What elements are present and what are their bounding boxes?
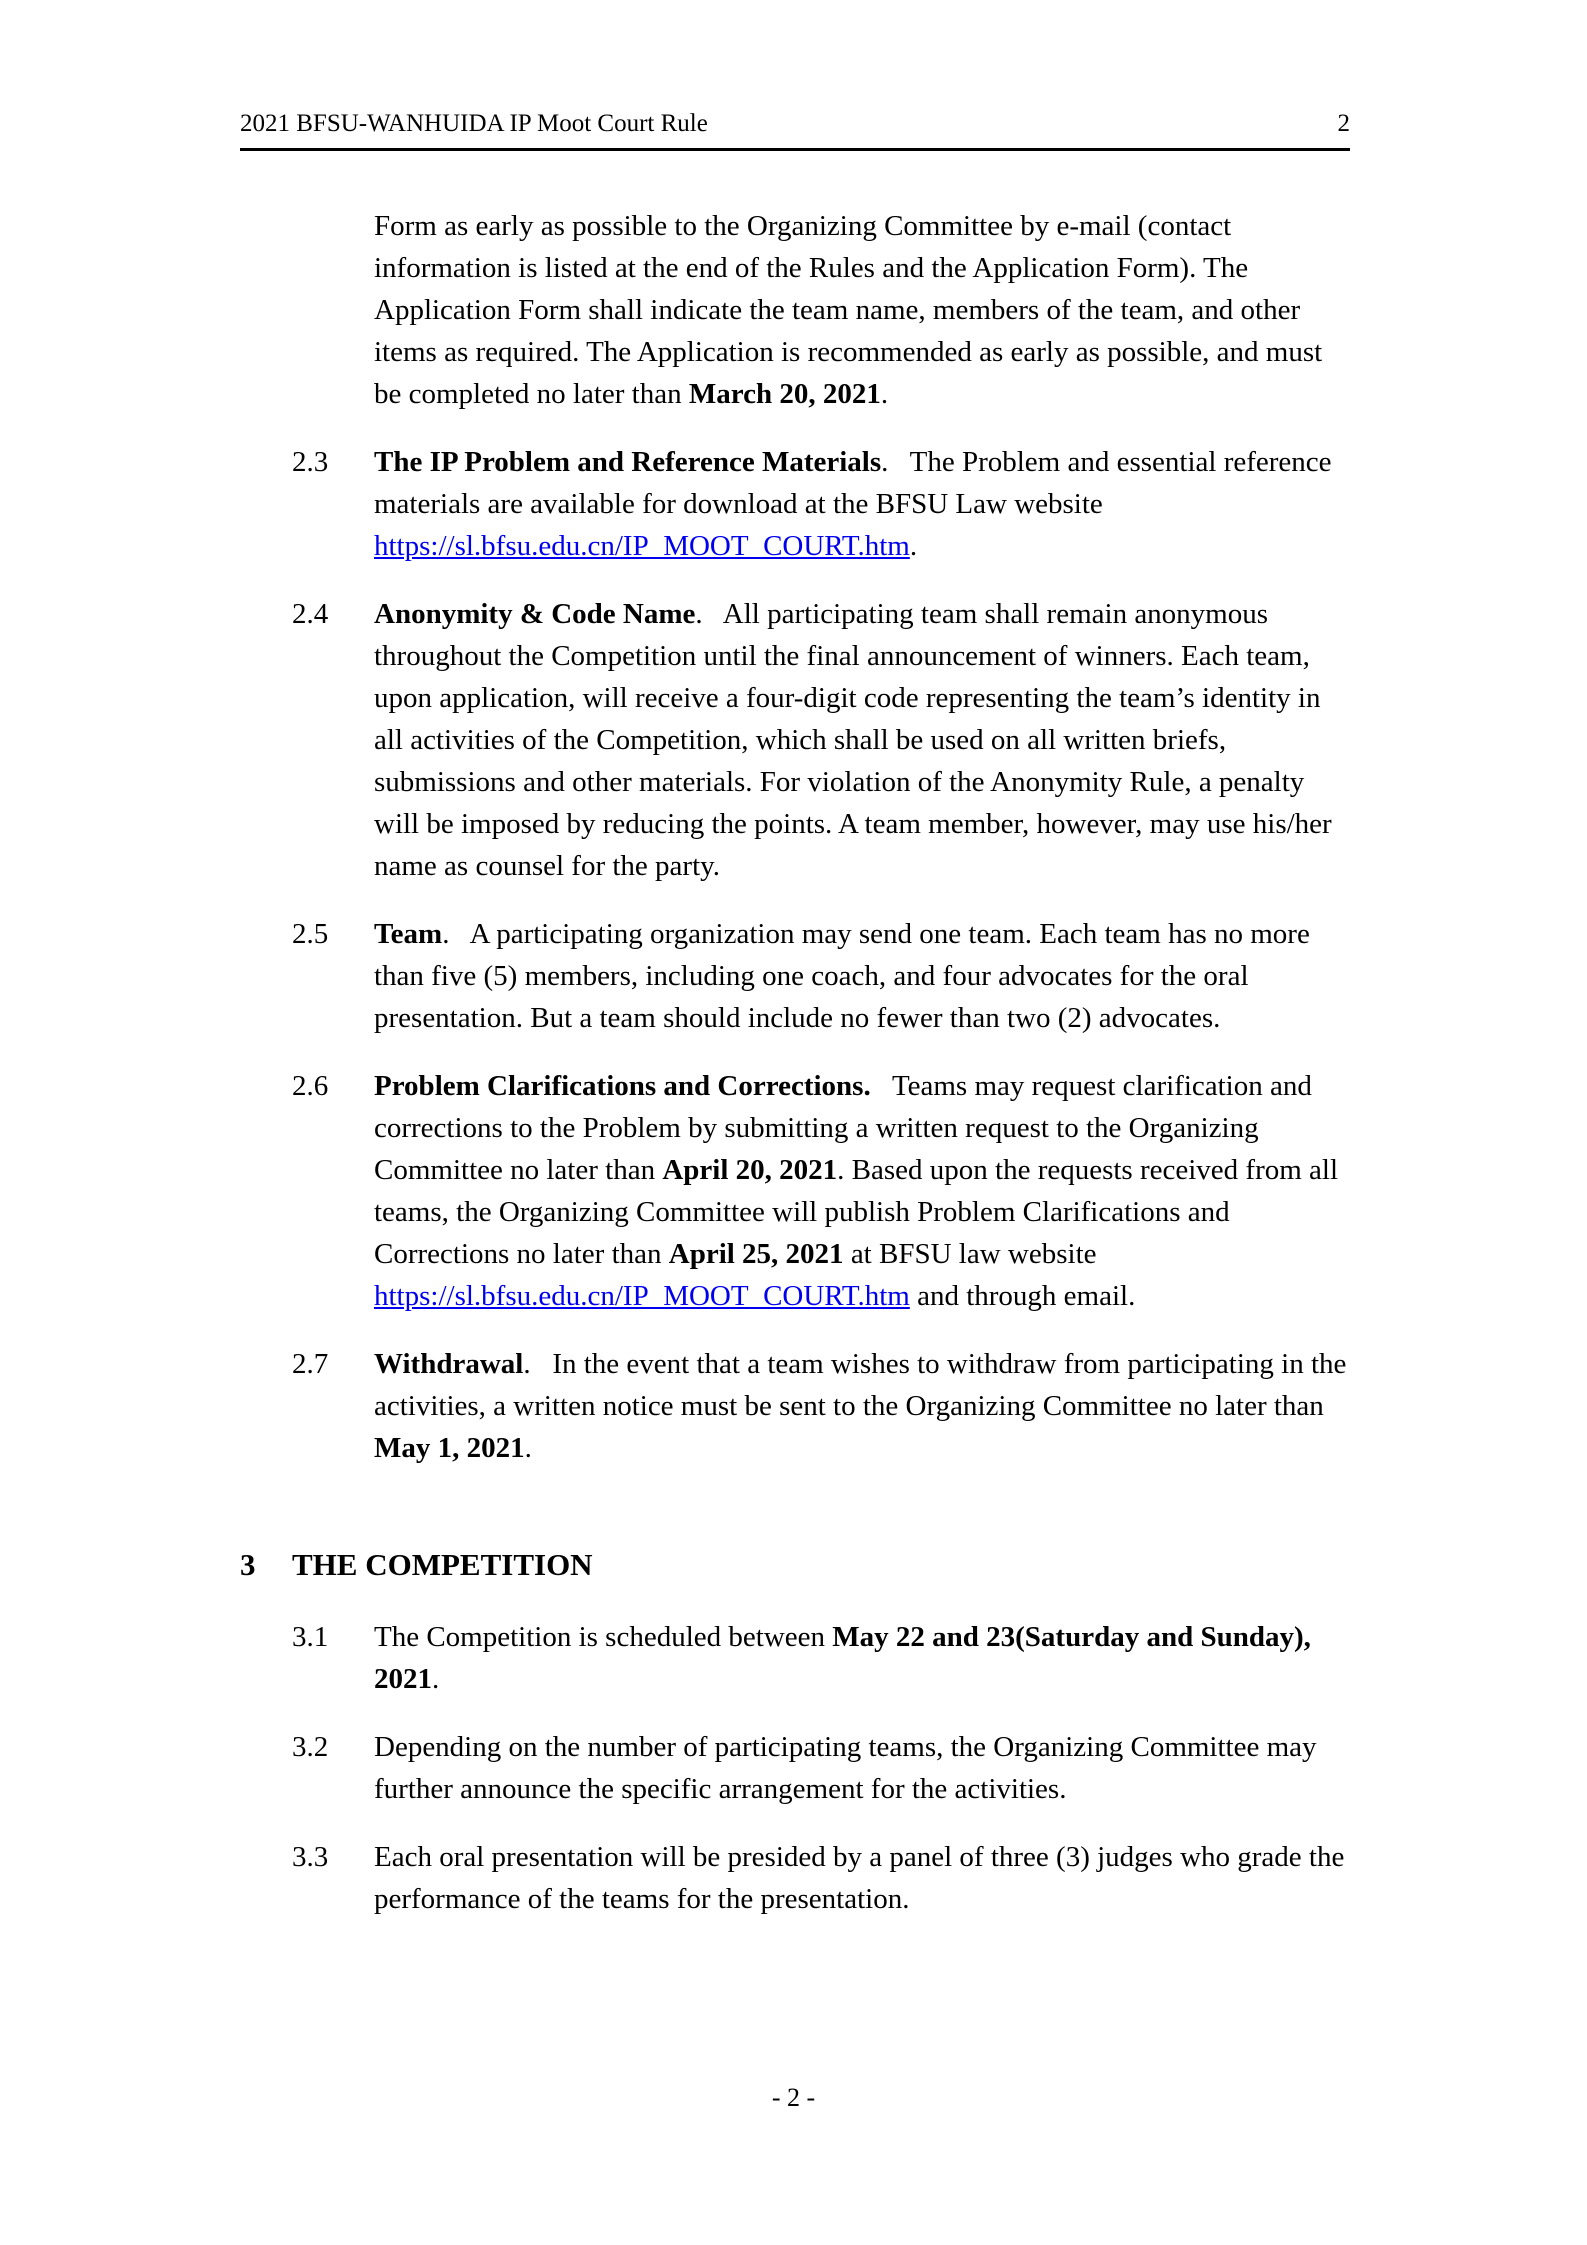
item-number: 2.4	[292, 598, 329, 630]
text-run: .	[909, 530, 918, 562]
item-number: 2.7	[292, 1348, 329, 1380]
section-number: 3	[240, 1547, 256, 1582]
page-header	[240, 108, 1350, 151]
rule-item	[292, 441, 1350, 567]
section-title: THE COMPETITION	[292, 1547, 593, 1582]
bfsu-law-website-link[interactable]: https://sl.bfsu.edu.cn/IP_MOOT_COURT.htm	[374, 1280, 910, 1312]
item-number: 2.5	[292, 918, 329, 950]
text-run: and through email.	[909, 1280, 1136, 1312]
item-number: 3.3	[292, 1841, 329, 1873]
rule-item	[292, 1343, 1354, 1469]
item-text	[374, 1616, 1350, 1700]
footer-page-label: - 2 -	[771, 2083, 816, 2112]
item-text	[374, 1726, 1350, 1810]
text-run: at BFSU law website	[843, 1238, 1104, 1270]
rule-item	[292, 1836, 1350, 1920]
rule-item	[292, 913, 1350, 1039]
text-run: .	[432, 1663, 440, 1695]
bold-text-run: The IP Problem and Reference Materials	[374, 446, 882, 478]
text-run: . All participating team shall remain anonymous throughout the Competition until the final announcement of winners. Each team, upon application, will receive a four-digit code representing the team’s identity in all activities of the Competition, which shall be used on all written briefs, submissions and other materials. For violation of the Anonymity Rule, a penalty will be imposed by reducing the points. A team member, however, may use his/her name as counsel for the party.	[374, 598, 1339, 882]
text-run: . The Problem and essential reference materials are available for download at the BFSU Law website	[374, 446, 1339, 520]
item-number: 2.6	[292, 1070, 329, 1102]
text-run: The Competition is scheduled between	[374, 1621, 833, 1653]
rule-item	[292, 593, 1350, 887]
bold-text-run: Team	[374, 918, 443, 950]
item-text	[374, 593, 1350, 887]
header-page-number: 2	[1337, 110, 1350, 137]
rule-item	[292, 1065, 1350, 1317]
rule-item	[292, 1616, 1350, 1700]
item-text	[374, 441, 1350, 567]
bold-text-run: April 25, 2021	[668, 1238, 844, 1270]
bold-text-run: May 22 and 23(Saturday and Sunday), 2021	[374, 1621, 1319, 1695]
item-text	[374, 913, 1350, 1039]
item-text	[374, 1343, 1354, 1469]
document-body	[240, 205, 1354, 1920]
text-run: .	[880, 378, 889, 410]
text-run: Depending on the number of participating teams, the Organizing Committee may further announce the specific arrangement for the activities.	[374, 1731, 1324, 1805]
text-run: Teams may request clarification and corrections to the Problem by submitting a written request to the Organizing Committee no later than	[374, 1070, 1320, 1186]
text-run: .	[524, 1432, 532, 1464]
item-number: 2.3	[292, 446, 329, 478]
bold-text-run: March 20, 2021	[688, 378, 881, 410]
text-run: . Based upon the requests received from all teams, the Organizing Committee will publish Problem Clarifications and Corrections no later than	[374, 1154, 1346, 1270]
text-run: . A participating organization may send one team. Each team has no more than five (5) members, including one coach, and four advocates for the oral presentation. But a team should include no fewer than two (2) advocates.	[374, 918, 1318, 1034]
text-run: Each oral presentation will be presided by a panel of three (3) judges who grade the performance of the teams for the presentation.	[374, 1841, 1352, 1915]
continuation-paragraph	[374, 205, 1350, 415]
text-run: . In the event that a team wishes to withdraw from participating in the activities, a written notice must be sent to the Organizing Committee no later than	[374, 1348, 1354, 1422]
page-footer	[0, 2082, 1587, 2114]
item-number: 3.2	[292, 1731, 329, 1763]
bfsu-law-website-link[interactable]: https://sl.bfsu.edu.cn/IP_MOOT_COURT.htm	[374, 530, 910, 562]
section-heading	[240, 1544, 1350, 1586]
item-text	[374, 205, 1350, 415]
item-text	[374, 1836, 1350, 1920]
bold-text-run: May 1, 2021	[374, 1432, 525, 1464]
item-number: 3.1	[292, 1621, 329, 1653]
header-title: 2021 BFSU-WANHUIDA IP Moot Court Rule	[240, 110, 708, 137]
bold-text-run: Anonymity & Code Name	[374, 598, 696, 630]
text-run: Form as early as possible to the Organizing Committee by e-mail (contact information is listed at the end of the Rules and the Application Form). The Application Form shall indicate the team name, members of the team, and other items as required. The Application is recommended as early as possible, and must be completed no later than	[374, 210, 1330, 410]
rule-item	[292, 1726, 1350, 1810]
bold-text-run: Withdrawal	[374, 1348, 524, 1380]
bold-text-run: Problem Clarifications and Corrections.	[374, 1070, 871, 1102]
item-text	[374, 1065, 1350, 1317]
bold-text-run: April 20, 2021	[662, 1154, 838, 1186]
